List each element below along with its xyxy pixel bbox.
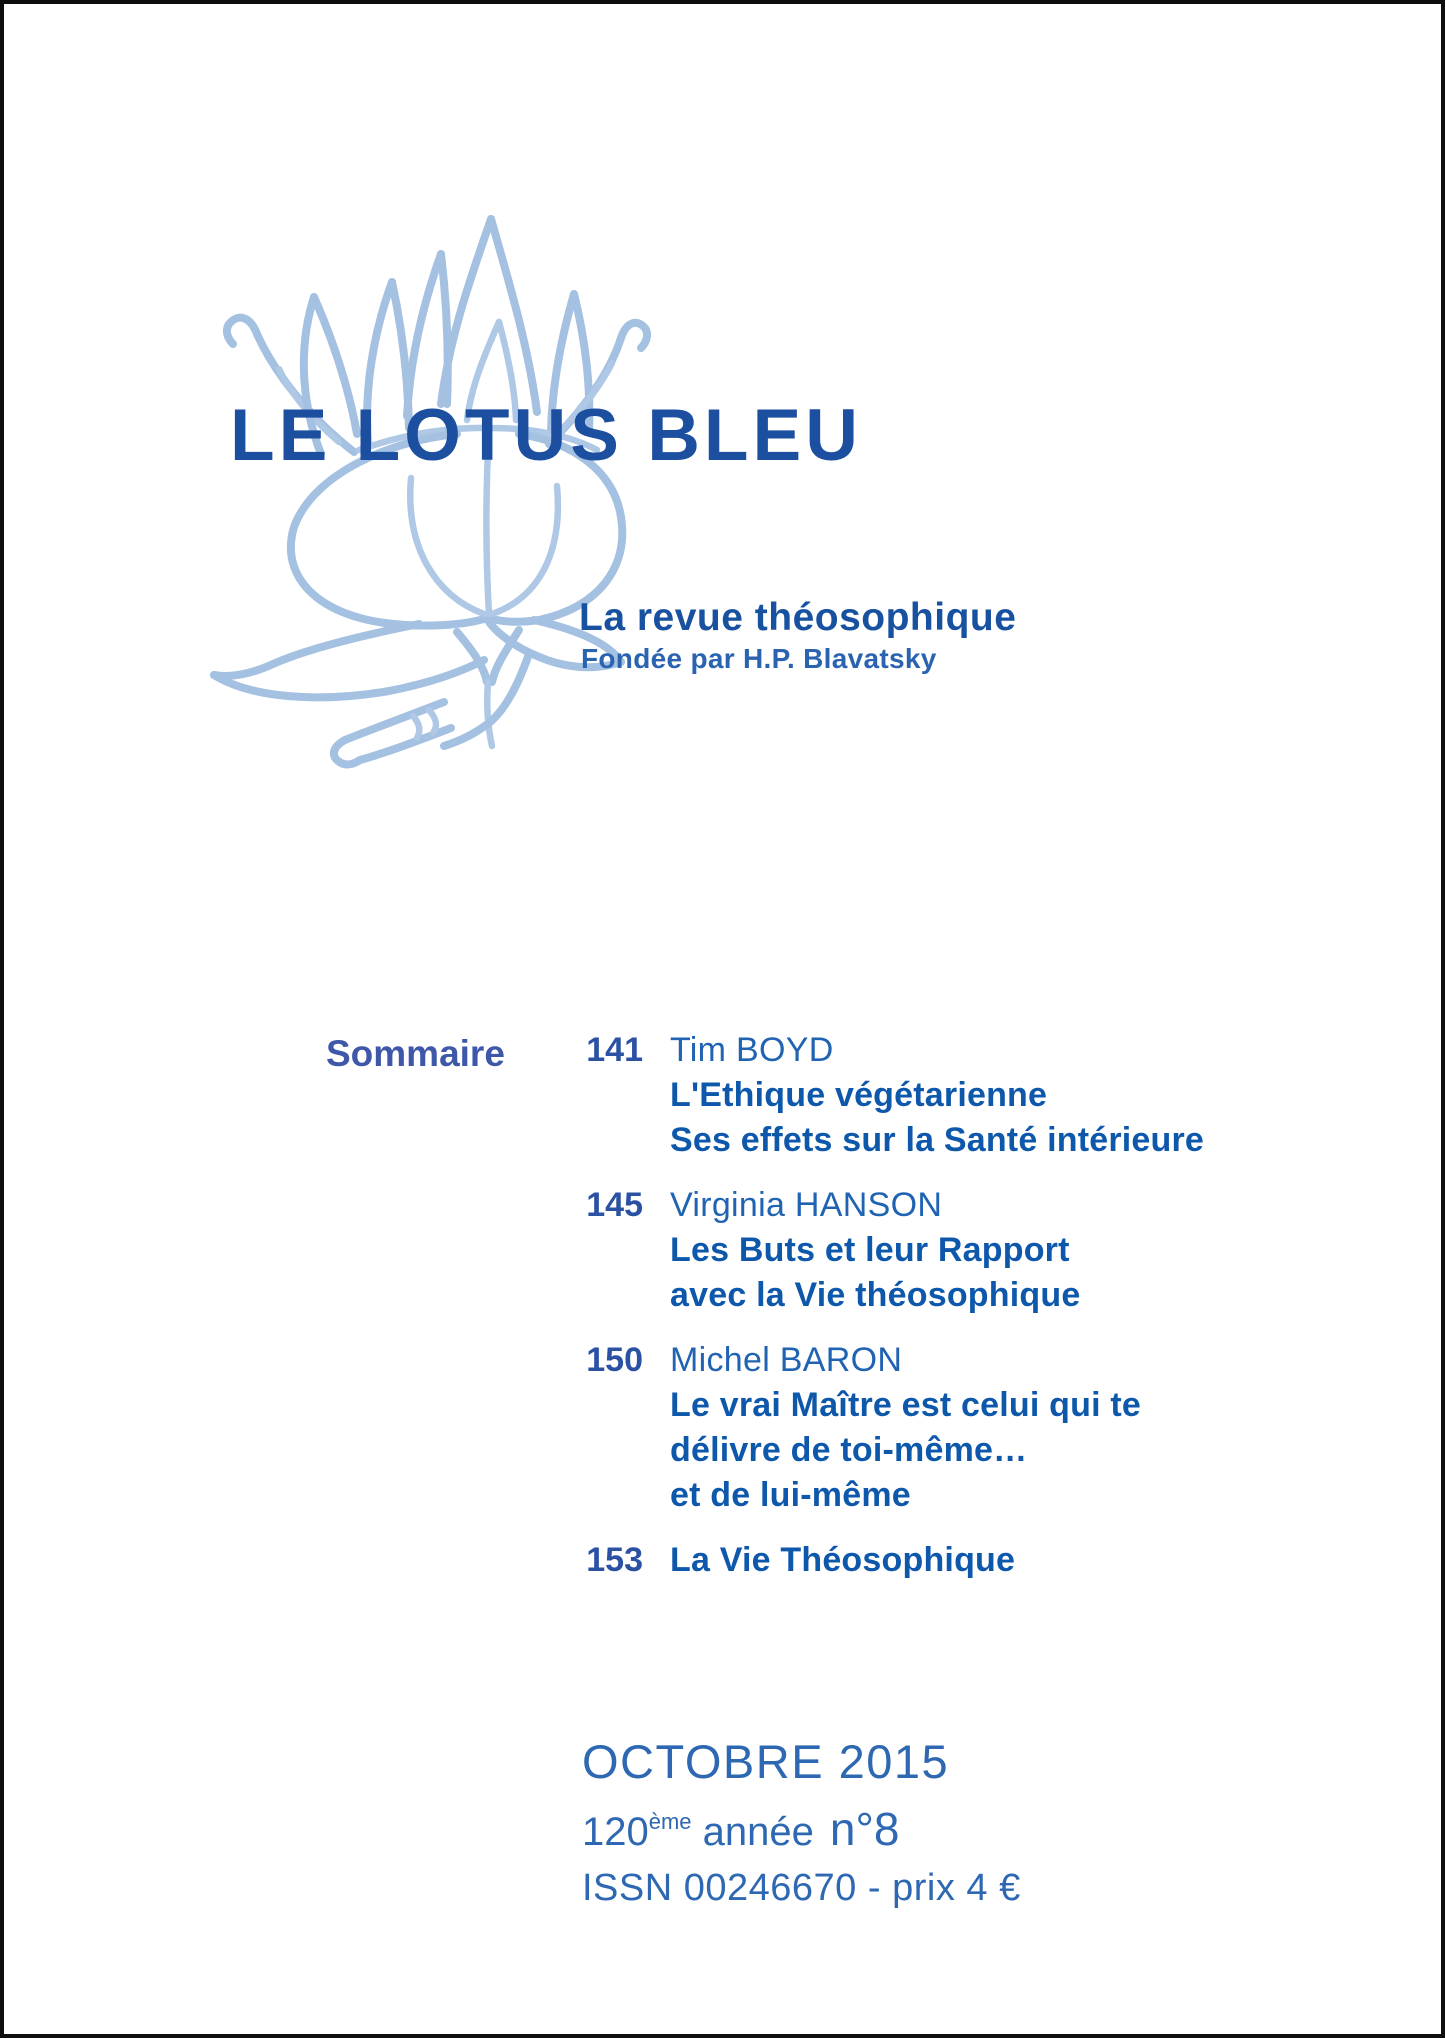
volume-number: 120 (582, 1810, 649, 1854)
toc-author: Virginia HANSON (670, 1186, 943, 1224)
toc-article-title: Les Buts et leur Rapport (670, 1231, 1070, 1269)
toc-author: Tim BOYD (670, 1031, 834, 1069)
volume-ordinal-suffix: ème (648, 1809, 692, 1834)
toc-entry (577, 1183, 1277, 1318)
issue-number: n°8 (829, 1803, 900, 1855)
toc-page-number: 150 (586, 1341, 643, 1379)
toc-entry (577, 1338, 1277, 1518)
toc-article-title: délivre de toi-même… (670, 1431, 1028, 1469)
magazine-subtitle: La revue théosophique (579, 596, 1017, 639)
volume-rest: année (691, 1810, 814, 1854)
issn-price-line: ISSN 00246670 - prix 4 € (582, 1867, 1021, 1909)
toc-article-title: et de lui-même (670, 1476, 911, 1514)
toc-author: Michel BARON (670, 1341, 903, 1379)
toc-page-number: 141 (586, 1031, 643, 1069)
volume-line (582, 1802, 1021, 1856)
toc-page-number: 145 (586, 1186, 643, 1224)
toc-article-title: Ses effets sur la Santé intérieure (670, 1121, 1205, 1159)
toc-entry (577, 1538, 1277, 1583)
toc-article-title: La Vie Théosophique (670, 1541, 1016, 1579)
issue-date: OCTOBRE 2015 (582, 1735, 950, 1788)
founder-line: Fondée par H.P. Blavatsky (581, 643, 937, 674)
magazine-title: LE LOTUS BLEU (230, 395, 862, 476)
toc-article-title: Le vrai Maître est celui qui te (670, 1386, 1142, 1424)
toc-page-number: 153 (586, 1541, 643, 1579)
lotus-flower-icon (189, 162, 654, 792)
toc-article-title: L'Ethique végétarienne (670, 1076, 1048, 1114)
toc-article-title: avec la Vie théosophique (670, 1276, 1081, 1314)
sommaire-heading: Sommaire (326, 1033, 505, 1074)
table-of-contents (577, 1028, 1277, 1603)
toc-entry (577, 1028, 1277, 1163)
issue-info (582, 1734, 1021, 1910)
